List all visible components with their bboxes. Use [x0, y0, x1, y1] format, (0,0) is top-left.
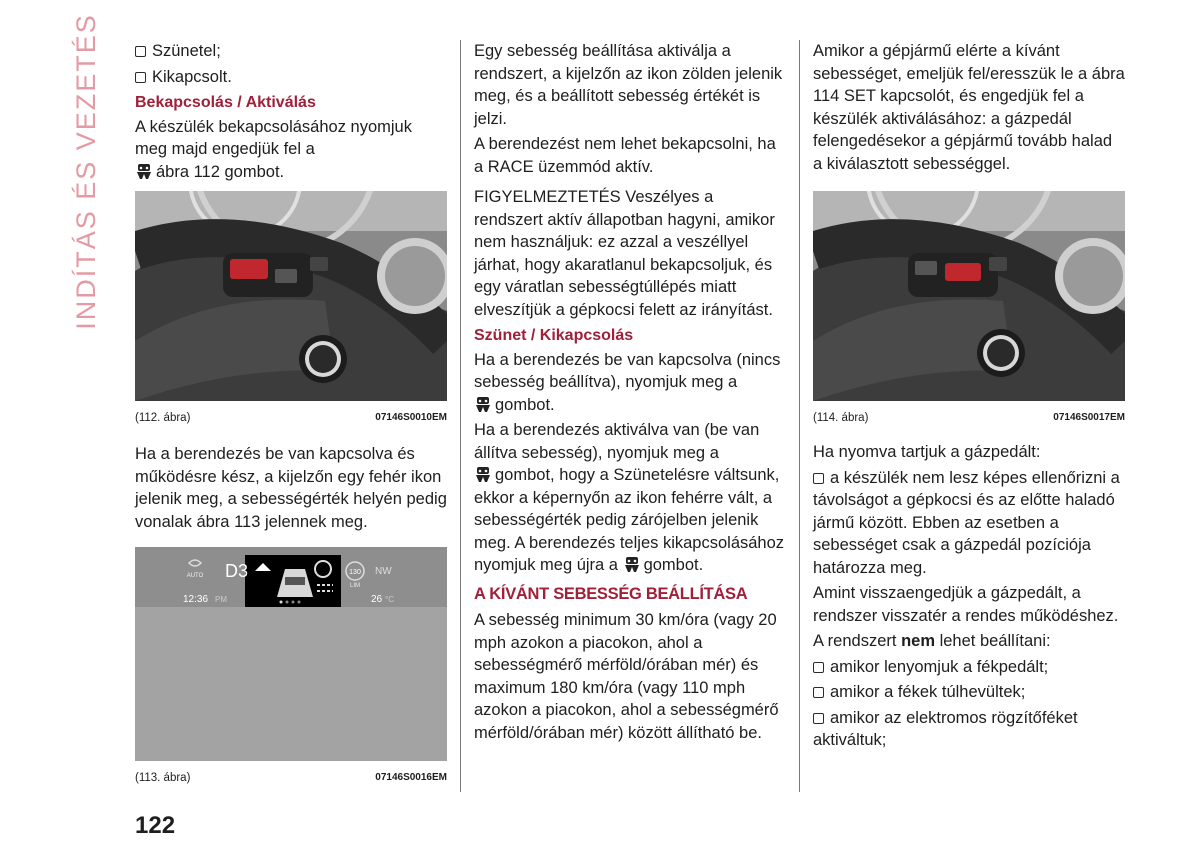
figure-114-caption: (114. ábra) 07146S0017EM — [813, 412, 1125, 424]
bullet-off: Kikapcsolt. — [135, 66, 447, 89]
display-gear: D3 — [225, 561, 249, 581]
display-temp-suffix: °C — [385, 595, 394, 604]
display-limit: 130 — [349, 569, 361, 576]
checkbox-bullet-icon — [135, 46, 146, 57]
column-divider-2 — [799, 40, 800, 792]
acc-button-icon — [474, 466, 492, 483]
display-auto: AUTO — [186, 573, 204, 579]
checkbox-bullet-icon — [813, 687, 824, 698]
figure-113-display — [135, 547, 447, 761]
display-time-suffix: PM — [215, 595, 227, 604]
checkbox-bullet-icon — [813, 713, 824, 724]
para-reached: Amikor a gépjármű elérte a kívánt sebességet, emeljük fel/eresszük le a ábra 114 SET kapcsolót, és engedjük fel a készülék aktiválásához: a gázpedál felengedésekor a gépjármű tovább halad a kiválasztott sebességgel. — [813, 42, 1125, 173]
figure-112-caption: (112. ábra) 07146S0010EM — [135, 412, 447, 424]
display-limit-label: LIM — [349, 583, 361, 589]
para-activate: A készülék bekapcsolásához nyomjuk meg majd engedjük fel a ábra 112 gombot. — [135, 117, 412, 181]
figure-113-caption: (113. ábra) 07146S0016EM — [135, 772, 447, 784]
acc-button-icon — [135, 163, 153, 180]
para-release: Amint visszaengedjük a gázpedált, a rendszer visszatér a rendes működéshez. — [813, 584, 1119, 625]
heading-set-speed: A KÍVÁNT SEBESSÉG BEÁLLÍTÁSA — [474, 584, 748, 603]
checkbox-bullet-icon — [813, 662, 824, 673]
para-display: Ha a berendezés be van kapcsolva és működésre kész, a kijelzőn egy fehér ikon jelenik meg, a sebességérték helyén pedig vonalak ábra 113 jelennek meg. — [135, 445, 447, 531]
para-active: Ha a berendezés aktiválva van (be van állítva sebesség), nyomjuk meg a gombot, hogy a Szünetelésre váltsunk, ekkor a képernyőn az ikon fehérre vált, a sebességérték pedig zárójelben jelenik meg. A berendezés teljes kikapcsolásához nyomjuk meg újra a gombot. — [474, 421, 785, 574]
bullet-pause: Szünetel; — [135, 40, 447, 63]
para-warning: FIGYELMEZTETÉS Veszélyes a rendszert aktív állapotban hagyni, amikor nem használjuk: ez azzal a veszéllyel járhat, hogy akaratlanul bekapcsoljuk, és egy váratlan sebességtúllépés miatt elveszítjük a gépkocsi felett az irányítást. — [474, 188, 775, 319]
display-temp: 26 — [371, 594, 383, 605]
para-range: A sebesség minimum 30 km/óra (vagy 20 mph azokon a piacokon, ahol a sebességmérő mérföld/órában mér) és maximum 180 km/óra (vagy 110 mph azokon a piacokon, ahol a sebességmérő mérföld/órában mér) között állítható be. — [474, 611, 779, 742]
para-pause: Ha a berendezés be van kapcsolva (nincs sebesség beállítva), nyomjuk meg a gombot. — [474, 350, 781, 414]
dashboard-display-photo — [135, 547, 447, 761]
para-race: A berendezést nem lehet bekapcsolni, ha a RACE üzemmód aktív. — [474, 135, 776, 176]
acc-button-icon — [474, 396, 492, 413]
heading-pause: Szünet / Kikapcsolás — [474, 327, 634, 344]
steering-wheel-photo — [813, 191, 1125, 401]
steering-wheel-photo — [135, 191, 447, 401]
column-1 — [135, 40, 447, 787]
para-cannot: A rendszert nem lehet beállítani: — [813, 632, 1051, 650]
checkbox-bullet-icon — [135, 72, 146, 83]
figure-114-steering-wheel — [813, 191, 1125, 401]
bullet-hold: a készülék nem lesz képes ellenőrizni a távolságot a gépkocsi és az előtte haladó jármű között. Ebben az esetben a sebességet csak a gázpedál pozíciója határozza meg. — [813, 468, 1120, 577]
para-speed-set: Egy sebesség beállítása aktiválja a rendszert, a kijelzőn az ikon zölden jelenik meg, és a beállított sebesség értékét is jelzi. — [474, 42, 783, 128]
bullet-overheat: amikor a fékek túlhevültek; — [813, 681, 1125, 704]
bullet-brake: amikor lenyomjuk a fékpedált; — [813, 656, 1125, 679]
display-time: 12:36 — [183, 594, 209, 605]
figure-112-steering-wheel — [135, 191, 447, 401]
heading-activate: Bekapcsolás / Aktiválás — [135, 94, 316, 111]
acc-button-icon — [623, 556, 641, 573]
page-number: 122 — [135, 812, 176, 839]
bullet-epb: amikor az elektromos rögzítőféket aktiváltuk; — [813, 708, 1078, 749]
column-2 — [474, 40, 786, 747]
column-3 — [813, 40, 1125, 755]
section-title: INDÍTÁS ÉS VEZETÉS — [70, 12, 101, 330]
para-hold: Ha nyomva tartjuk a gázpedált: — [813, 443, 1041, 461]
column-divider-1 — [460, 40, 461, 792]
checkbox-bullet-icon — [813, 473, 824, 484]
display-compass: NW — [375, 566, 392, 577]
